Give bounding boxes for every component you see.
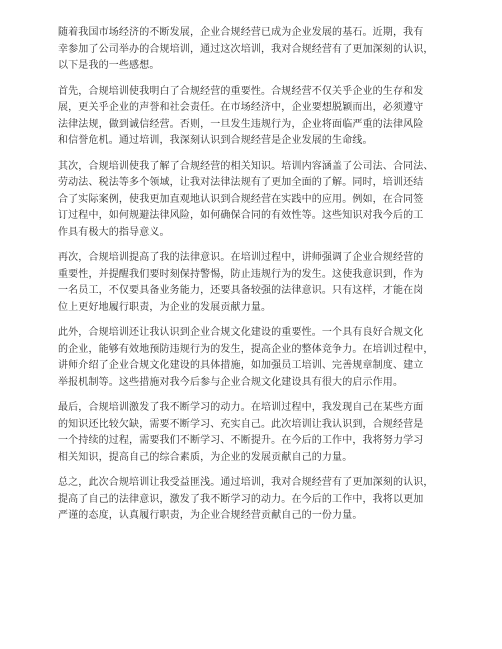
text-line: 位上更好地履行职责，为企业的发展贡献力量。 (58, 301, 272, 313)
text-line: 首先，合规培训使我明白了合规经营的重要性。合规经营不仅关乎企业的生存和发 (58, 85, 424, 97)
text-line: 以下是我的一些感想。 (58, 60, 160, 71)
text-line: 相关知识，提高自己的综合素质，为企业的发展贡献自己的力量。 (58, 451, 353, 463)
paragraph-fourth (58, 325, 448, 391)
text-line: 其次，合规培训使我了解了合规经营的相关知识。培训内容涵盖了公司法、合同法、 (58, 160, 434, 172)
text-line: 重要性，并提醒我们要时刻保持警惕，防止违规行为的发生。这使我意识到，作为 (58, 268, 424, 280)
text-line: 最后，合规培训激发了我不断学习的动力。在培训过程中，我发现自己在某些方面 (58, 402, 424, 413)
text-line: 一名员工，不仅要具备业务能力，还要具备较强的法律意识。只有这样，才能在岗 (58, 285, 424, 296)
text-line: 此外，合规培训还让我认识到企业合规文化建设的重要性。一个具有良好合规文化 (58, 327, 424, 338)
text-line: 总之，此次合规培训让我受益匪浅。通过培训，我对合规经营有了更加深刻的认识， (58, 477, 434, 488)
document-body (58, 25, 448, 534)
text-line: 法律法规，做到诚信经营。否则，一旦发生违规行为，企业将面临严重的法律风险 (58, 118, 424, 130)
paragraph-conclusion (58, 475, 448, 525)
text-line: 的知识还比较欠缺，需要不断学习、充实自己。此次培训让我认识到，合规经营是 (58, 418, 424, 430)
paragraph-first (58, 84, 448, 150)
paragraph-fifth (58, 400, 448, 466)
text-line: 的企业，能够有效地预防违规行为的发生，提高企业的整体竞争力。在培训过程中， (58, 343, 434, 355)
text-line: 讲师介绍了企业合规文化建设的具体措施，如加强员工培训、完善规章制度、建立 (58, 360, 424, 371)
text-line: 一个持续的过程，需要我们不断学习、不断提升。在今后的工作中，我将努力学习 (58, 435, 424, 446)
text-line: 展，更关乎企业的声誉和社会责任。在市场经济中，企业要想脱颖而出，必须遵守 (58, 102, 424, 113)
text-line: 严谨的态度，认真履行职责，为企业合规经营贡献自己的一份力量。 (58, 510, 363, 521)
text-line: 提高了自己的法律意识，激发了我不断学习的动力。在今后的工作中，我将以更加 (58, 493, 424, 505)
paragraph-third (58, 250, 448, 316)
text-line: 劳动法、税法等多个领域，让我对法律法规有了更加全面的了解。同时，培训还结 (58, 177, 424, 188)
paragraph-second (58, 159, 448, 242)
text-line: 举报机制等。这些措施对我今后参与企业合规文化建设具有很大的启示作用。 (58, 376, 404, 388)
text-line: 和信誉危机。通过培训，我深刻认识到合规经营是企业发展的生命线。 (58, 135, 373, 146)
text-line: 随着我国市场经济的不断发展，企业合规经营已成为企业发展的基石。近期，我有 (58, 27, 424, 38)
paragraph-intro (58, 25, 448, 75)
text-line: 作具有极大的指导意义。 (58, 226, 170, 238)
text-line: 再次，合规培训提高了我的法律意识。在培训过程中，讲师强调了企业合规经营的 (58, 252, 424, 263)
text-line: 订过程中，如何规避法律风险，如何确保合同的有效性等。这些知识对我今后的工 (58, 210, 424, 221)
text-line: 合了实际案例，使我更加直观地认识到合规经营在实践中的应用。例如，在合同签 (58, 193, 424, 205)
text-line: 幸参加了公司举办的合规培训，通过这次培训，我对合规经营有了更加深刻的认识， (58, 43, 434, 55)
